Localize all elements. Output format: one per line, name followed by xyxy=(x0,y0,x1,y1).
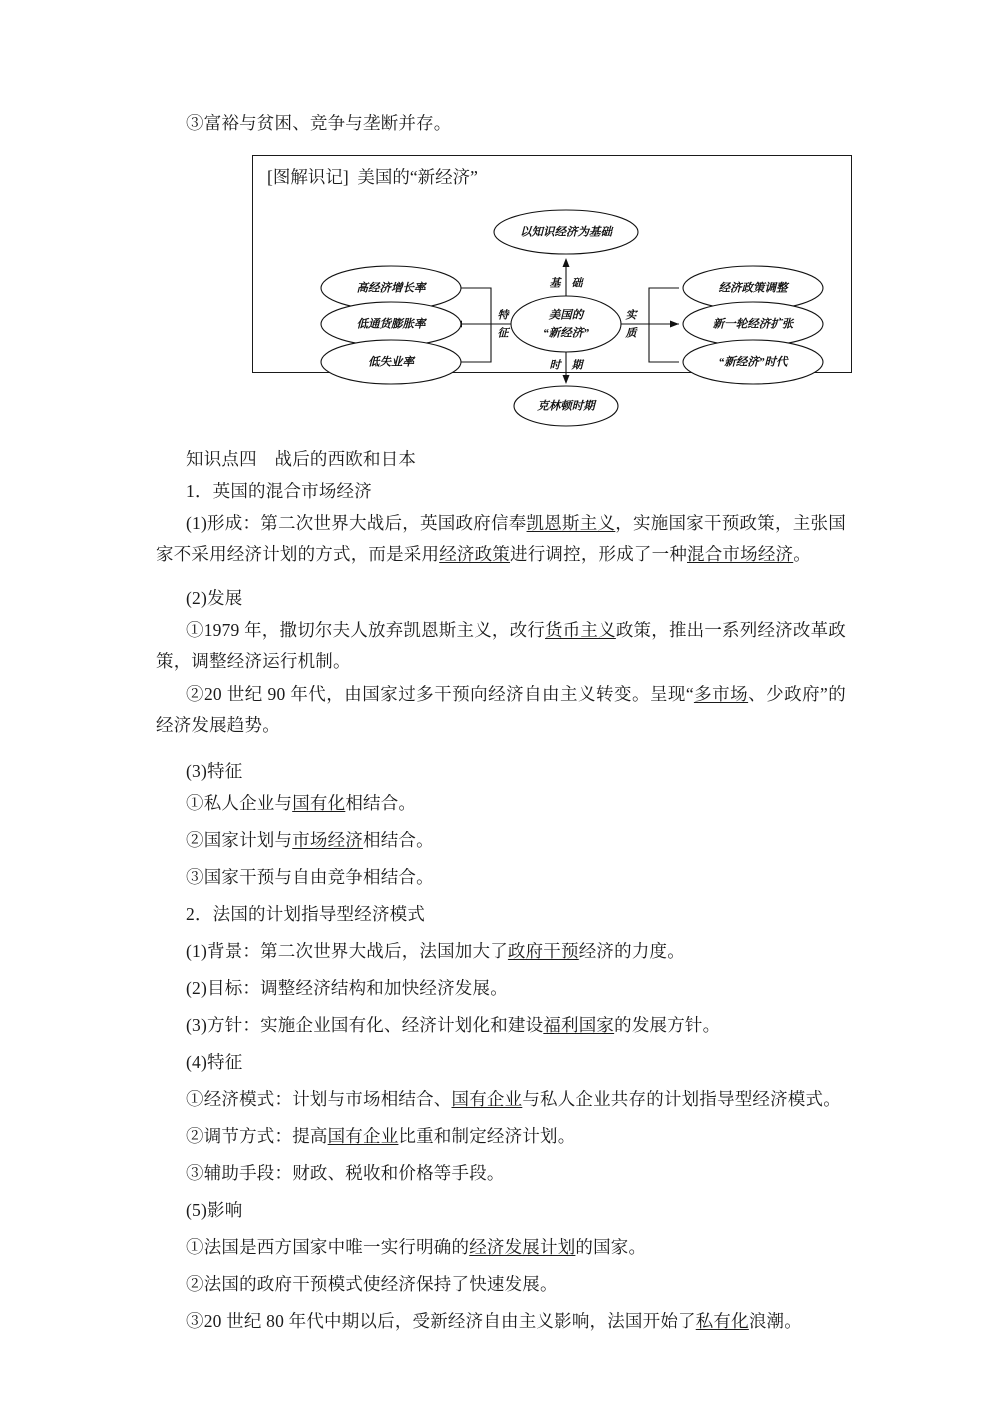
uk-formation-term-mixed-market: 混合市场经济 xyxy=(687,544,794,564)
france-policy-term-welfare-state: 福利国家 xyxy=(543,1015,615,1035)
france-feature-2-a: ②调节方式：提高 xyxy=(186,1126,328,1146)
france-impact-2-text: ②法国的政府干预模式使经济保持了快速发展。 xyxy=(186,1274,558,1294)
uk-development-1-term-monetarism: 货币主义 xyxy=(545,620,616,640)
france-feature-2-b: 比重和制定经济计划。 xyxy=(398,1126,576,1146)
node-top-label: 以知识经济为基础 xyxy=(520,226,612,239)
node-left-2-label: 低通货膨胀率 xyxy=(356,318,426,331)
bracket-right-bottom xyxy=(649,324,679,362)
bracket-left-top xyxy=(461,288,491,324)
uk-features-heading-text: (3)特征 xyxy=(186,761,243,781)
section-heading-text: 知识点四 战后的西欧和日本 xyxy=(186,449,417,469)
france-feature-1-term-soe: 国有企业 xyxy=(451,1089,523,1109)
paragraph-top-item xyxy=(156,108,846,139)
node-left-3-label: 低失业率 xyxy=(368,356,414,369)
uk-development-2 xyxy=(156,679,846,741)
france-feature-2-term-soe: 国有企业 xyxy=(327,1126,399,1146)
top-line-text: ③富裕与贫困、竞争与垄断并存。 xyxy=(186,113,452,133)
uk-feature-2-term-market-economy: 市场经济 xyxy=(292,830,364,850)
france-impact-3-a: ③20 世纪 80 年代中期以后，受新经济自由主义影响，法国开始了 xyxy=(186,1311,696,1331)
section-heading-4 xyxy=(156,444,846,475)
uk-feature-1-a: ①私人企业与 xyxy=(186,793,293,813)
illustration-box xyxy=(252,155,852,413)
france-impact-1 xyxy=(156,1232,846,1263)
uk-heading-text: 1．英国的混合市场经济 xyxy=(186,481,372,501)
france-impact-3-term-privatization: 私有化 xyxy=(695,1311,749,1331)
france-policy xyxy=(156,1010,846,1041)
france-impact-3-b: 浪潮。 xyxy=(748,1311,802,1331)
edge-label-period: 时 期 xyxy=(549,359,583,372)
uk-development-2-term-more-market: 多市场 xyxy=(693,684,749,704)
france-impact-1-a: ①法国是西方国家中唯一实行明确的 xyxy=(186,1237,470,1257)
uk-feature-3-text: ③国家干预与自由竞争相结合。 xyxy=(186,867,434,887)
france-impact-1-b: 的国家。 xyxy=(575,1237,647,1257)
node-bottom-label: 克林顿时期 xyxy=(537,400,595,413)
bracket-right-top xyxy=(649,288,679,324)
uk-development-2-b: 、少政府”的经济发展趋势。 xyxy=(156,684,847,735)
france-feature-1-b: 与私人企业共存的计划指导型经济模式。 xyxy=(522,1089,841,1109)
uk-feature-1-b: 相结合。 xyxy=(345,793,417,813)
uk-features-heading xyxy=(156,756,846,787)
node-right-2-label: 新一轮经济扩张 xyxy=(712,318,794,331)
uk-development-1-a: ①1979 年，撒切尔夫人放弃凯恩斯主义，改行 xyxy=(186,620,546,640)
uk-feature-2-b: 相结合。 xyxy=(363,830,434,850)
uk-development-1 xyxy=(156,615,846,677)
uk-formation-b: ，实施国家干预政策，主张国家不采用经济计划的方式，而是采用 xyxy=(156,513,846,564)
uk-heading xyxy=(156,476,846,507)
figure-title xyxy=(267,164,478,189)
uk-development-heading xyxy=(156,583,846,614)
france-impact-3 xyxy=(156,1306,846,1337)
uk-feature-1 xyxy=(156,788,846,819)
uk-feature-3 xyxy=(156,862,846,893)
node-center-new-economy xyxy=(511,296,621,352)
uk-feature-2 xyxy=(156,825,846,856)
node-left-1-label: 高经济增长率 xyxy=(356,282,426,295)
france-policy-a: (3)方针：实施企业国有化、经济计划化和建设 xyxy=(186,1015,544,1035)
france-impact-heading xyxy=(156,1195,846,1226)
france-impact-1-term-dev-plan: 经济发展计划 xyxy=(469,1237,576,1257)
uk-formation xyxy=(156,508,846,570)
figure-tag: [图解识记] xyxy=(267,167,349,187)
edge-label-foundation: 基 础 xyxy=(549,277,583,290)
uk-formation-d: 。 xyxy=(793,544,811,564)
france-feature-3-text: ③辅助手段：财政、税收和价格等手段。 xyxy=(186,1163,505,1183)
france-heading-text: 2．法国的计划指导型经济模式 xyxy=(186,904,426,924)
uk-feature-2-a: ②国家计划与 xyxy=(186,830,293,850)
france-goal xyxy=(156,973,846,1004)
france-feature-1 xyxy=(156,1084,846,1115)
france-goal-text: (2)目标：调整经济结构和加快经济发展。 xyxy=(186,978,508,998)
edge-label-feature-2: 征 xyxy=(497,327,509,340)
france-features-heading xyxy=(156,1047,846,1078)
new-economy-diagram xyxy=(253,194,853,413)
uk-formation-term-keynesianism: 凯恩斯主义 xyxy=(526,513,616,533)
bracket-left-bottom xyxy=(461,324,491,362)
france-feature-2 xyxy=(156,1121,846,1152)
france-feature-3 xyxy=(156,1158,846,1189)
france-impact-heading-text: (5)影响 xyxy=(186,1200,243,1220)
france-features-heading-text: (4)特征 xyxy=(186,1052,243,1072)
uk-formation-a: (1)形成：第二次世界大战后，英国政府信奉 xyxy=(186,513,527,533)
figure-title-text: 美国的“新经济” xyxy=(357,167,478,187)
france-policy-b: 的发展方针。 xyxy=(614,1015,721,1035)
uk-formation-term-economic-policy: 经济政策 xyxy=(439,544,511,564)
france-background-term-gov-intervention: 政府干预 xyxy=(507,941,579,961)
arrow-top xyxy=(563,258,570,267)
edge-label-essence-2: 质 xyxy=(625,327,637,340)
arrow-bottom xyxy=(563,375,570,384)
uk-development-1-b: 政策，推出一系列经济改革政策，调整经济运行机制。 xyxy=(156,620,846,671)
uk-development-2-a: ②20 世纪 90 年代，由国家过多干预向经济自由主义转变。呈现“ xyxy=(186,684,694,704)
edge-label-essence-1: 实 xyxy=(625,309,637,322)
uk-formation-c: 进行调控，形成了一种 xyxy=(510,544,688,564)
uk-feature-1-term-nationalization: 国有化 xyxy=(292,793,346,813)
france-impact-2 xyxy=(156,1269,846,1300)
edge-label-feature-1: 特 xyxy=(497,309,509,322)
france-background xyxy=(156,936,846,967)
uk-development-heading-text: (2)发展 xyxy=(186,588,243,608)
node-right-1-label: 经济政策调整 xyxy=(718,282,788,295)
node-center-label-2: “新经济” xyxy=(543,327,589,340)
node-right-3-label: “新经济”时代 xyxy=(718,356,788,369)
france-feature-1-a: ①经济模式：计划与市场相结合、 xyxy=(186,1089,452,1109)
france-background-a: (1)背景：第二次世界大战后，法国加大了 xyxy=(186,941,508,961)
france-background-b: 经济的力度。 xyxy=(578,941,685,961)
france-heading xyxy=(156,899,846,930)
node-center-label-1: 美国的 xyxy=(548,309,584,322)
